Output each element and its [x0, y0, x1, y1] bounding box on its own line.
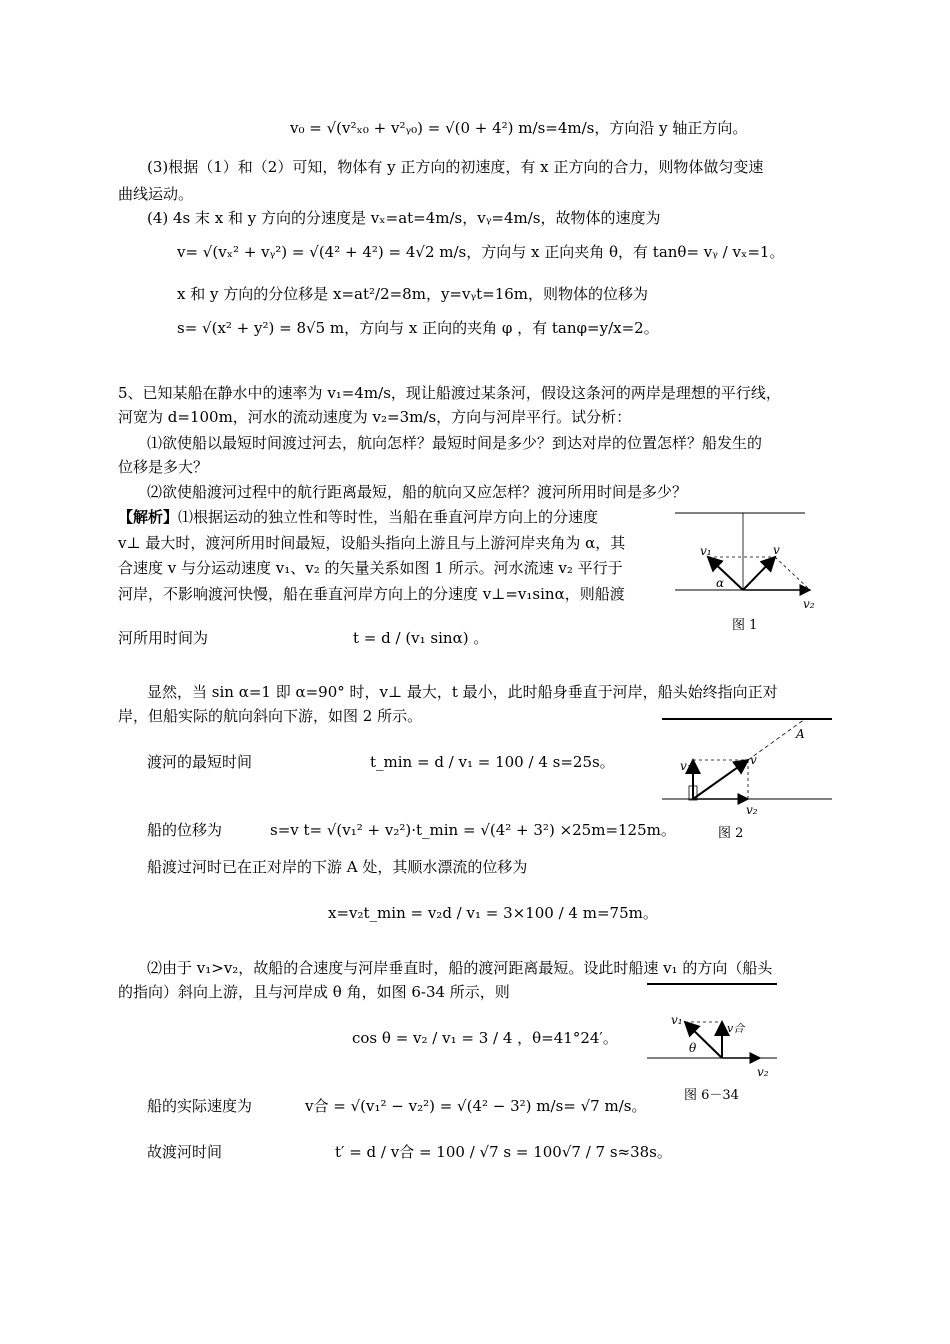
fig3-label-v1: v₁	[671, 1013, 683, 1027]
problem-statement: 5、已知某船在静水中的速率为 v₁=4m/s，现让船渡过某条河，假设这条河的两岸是理想的平行线，	[118, 384, 781, 402]
solution-line: 合速度 v 与分运动速度 v₁、v₂ 的矢量关系如图 1 所示。河水流速 v₂ 平行于	[118, 559, 623, 577]
dashed-line	[775, 557, 810, 590]
solution-line: 河岸，不影响渡河快慢，船在垂直河岸方向上的分速度 v⊥=v₁sinα，则船渡	[118, 585, 625, 603]
formula-displacement: s=v t= √(v₁² + v₂²)·t_min = √(4² + 3²) ×25m=125m。	[270, 821, 676, 839]
formula-cos: cos θ = v₂ / v₁ = 3 / 4 ，θ=41°24′。	[352, 1029, 618, 1047]
figure-1-caption: 图 1	[732, 618, 758, 633]
fig1-label-alpha: α	[716, 576, 725, 590]
solution-tag: 【解析】	[118, 508, 179, 526]
solution-line: 岸，但船实际的航向斜向下游，如图 2 所示。	[118, 707, 423, 725]
text-line: (3)根据（1）和（2）可知，物体有 y 正方向的初速度，有 x 正方向的合力，则物体做匀变速	[147, 158, 764, 176]
fig2-label-v1: v₁	[680, 759, 692, 773]
formula-v0: v₀ = √(v²ₓ₀ + v²ᵧ₀) = √(0 + 4²) m/s=4m/s，方向沿 y 轴正方向。	[290, 119, 748, 137]
fig2-label-A: A	[796, 727, 805, 741]
text-line: 曲线运动。	[118, 185, 194, 203]
question-2: ⑵欲使船渡河过程中的航行距离最短，船的航向又应怎样？渡河所用时间是多少？	[147, 483, 688, 501]
label-displacement: 船的位移为	[147, 821, 223, 839]
formula-velocity: v合 = √(v₁² − v₂²) = √(4² − 3²) m/s= √7 m/s。	[305, 1097, 647, 1115]
text-line: x 和 y 方向的分位移是 x=at²/2=8m，y=vᵧt=16m，则物体的位移为	[177, 285, 649, 303]
solution-line: 河所用时间为	[118, 629, 209, 647]
vector-v	[693, 760, 748, 799]
figure-6-34-caption: 图 6－34	[684, 1088, 739, 1103]
formula-s: s= √(x² + y²) = 8√5 m，方向与 x 正向的夹角 φ ，有 tanφ=y/x=2。	[177, 319, 659, 337]
formula-tmin: t_min = d / v₁ = 100 / 4 s=25s。	[370, 753, 615, 771]
formula-x: x=v₂t_min = v₂d / v₁ = 3×100 / 4 m=75m。	[328, 904, 658, 922]
solution-line	[118, 507, 598, 527]
formula-time: t′ = d / v合 = 100 / √7 s = 100√7 / 7 s≈38s。	[335, 1143, 672, 1161]
vector-v1	[708, 557, 743, 590]
question-1: ⑴欲使船以最短时间渡过河去，航向怎样？最短时间是多少？到达对岸的位置怎样？船发生的	[147, 434, 763, 452]
label-velocity: 船的实际速度为	[147, 1097, 253, 1115]
solution-line: 的指向）斜向上游，且与河岸成 θ 角，如图 6-34 所示，则	[118, 983, 510, 1001]
vector-v	[743, 557, 775, 590]
fig3-label-v2: v₂	[757, 1065, 769, 1079]
label-time: 故渡河时间	[147, 1143, 223, 1161]
solution-line: 船渡过河时已在正对岸的下游 A 处，其顺水漂流的位移为	[147, 858, 528, 876]
fig1-label-v: v	[773, 543, 780, 557]
formula-t: t = d / (v₁ sinα) 。	[353, 629, 489, 647]
figure-2-caption: 图 2	[718, 826, 744, 841]
solution-line: v⊥ 最大时，渡河所用时间最短，设船头指向上游且与上游河岸夹角为 α，其	[118, 534, 626, 552]
label-tmin: 渡河的最短时间	[147, 753, 253, 771]
fig3-label-vhe: v合	[727, 1022, 745, 1035]
text-line: (4) 4s 末 x 和 y 方向的分速度是 vₓ=at=4m/s，vᵧ=4m/s，故物体的速度为	[147, 209, 661, 227]
figure-2	[660, 712, 840, 822]
fig3-label-theta: θ	[689, 1041, 697, 1055]
fig2-label-v: v	[750, 753, 757, 767]
fig1-label-v2: v₂	[803, 597, 815, 611]
fig1-label-v1: v₁	[700, 544, 712, 558]
solution-text: ⑴根据运动的独立性和等时性，当船在垂直河岸方向上的分速度	[178, 508, 599, 526]
figure-1	[670, 505, 820, 615]
figure-6-34	[645, 976, 785, 1084]
solution-line: 显然，当 sin α=1 即 α=90° 时，v⊥ 最大，t 最小，此时船身垂直于河岸，船头始终指向正对	[147, 683, 778, 701]
fig2-label-v2: v₂	[746, 803, 758, 817]
formula-v: v= √(vₓ² + vᵧ²) = √(4² + 4²) = 4√2 m/s，方向与 x 正向夹角 θ，有 tanθ= vᵧ / vₓ=1。	[177, 243, 785, 261]
solution-line: ⑵由于 v₁>v₂，故船的合速度与河岸垂直时，船的渡河距离最短。设此时船速 v₁ 的方向（船头	[147, 959, 773, 977]
problem-statement: 河宽为 d=100m，河水的流动速度为 v₂=3m/s，方向与河岸平行。试分析：	[118, 408, 632, 426]
question-1: 位移是多大？	[118, 458, 209, 476]
